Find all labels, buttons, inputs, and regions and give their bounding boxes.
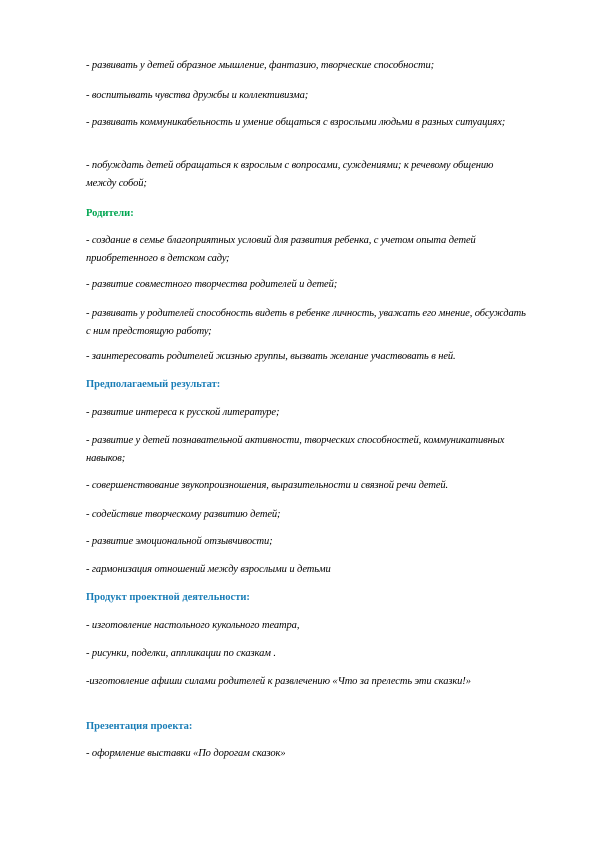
product-item: - изготовление настольного кукольного театра, [86,620,300,631]
result-item: - совершенствование звукопроизношения, выразительности и связной речи детей. [86,480,449,491]
parents-item: - заинтересовать родителей жизнью группы, вызвать желание участвовать в ней. [86,351,456,362]
result-item: - гармонизация отношений между взрослыми и детьми [86,564,331,575]
presentation-item: - оформление выставки «По дорогам сказок» [86,748,286,759]
parents-heading: Родители: [86,208,134,219]
result-item: - развитие интереса к русской литературе; [86,407,280,418]
result-item: - развитие у детей познавательной активности, творческих способностей, коммуникативных навыков; [86,435,505,464]
presentation-heading: Презентация проекта: [86,721,193,732]
product-item: - рисунки, поделки, аппликации по сказкам . [86,648,276,659]
product-heading: Продукт проектной деятельности: [86,592,250,603]
children-item: - побуждать детей обращаться к взрослым с вопросами, суждениями; к речевому общению между собой; [86,160,494,189]
parents-item: - развивать у родителей способность видеть в ребенке личность, уважать его мнение, обсуждать с ним предстоящую работу; [86,308,526,337]
parents-item: - создание в семье благоприятных условий для развития ребенка, с учетом опыта детей приобретенного в детском саду; [86,235,476,264]
product-item: -изготовление афиши силами родителей к развлечению «Что за прелесть эти сказки!» [86,676,471,687]
children-item: - воспитывать чувства дружбы и коллективизма; [86,90,309,101]
parents-item: - развитие совместного творчества родителей и детей; [86,279,338,290]
result-item: - содействие творческому развитию детей; [86,509,281,520]
children-item: - развивать у детей образное мышление, фантазию, творческие способности; [86,60,435,71]
result-heading: Предполагаемый результат: [86,379,221,390]
result-item: - развитие эмоциональной отзывчивости; [86,536,273,547]
children-item: - развивать коммуникабельность и умение общаться с взрослыми людьми в разных ситуациях; [86,117,506,128]
